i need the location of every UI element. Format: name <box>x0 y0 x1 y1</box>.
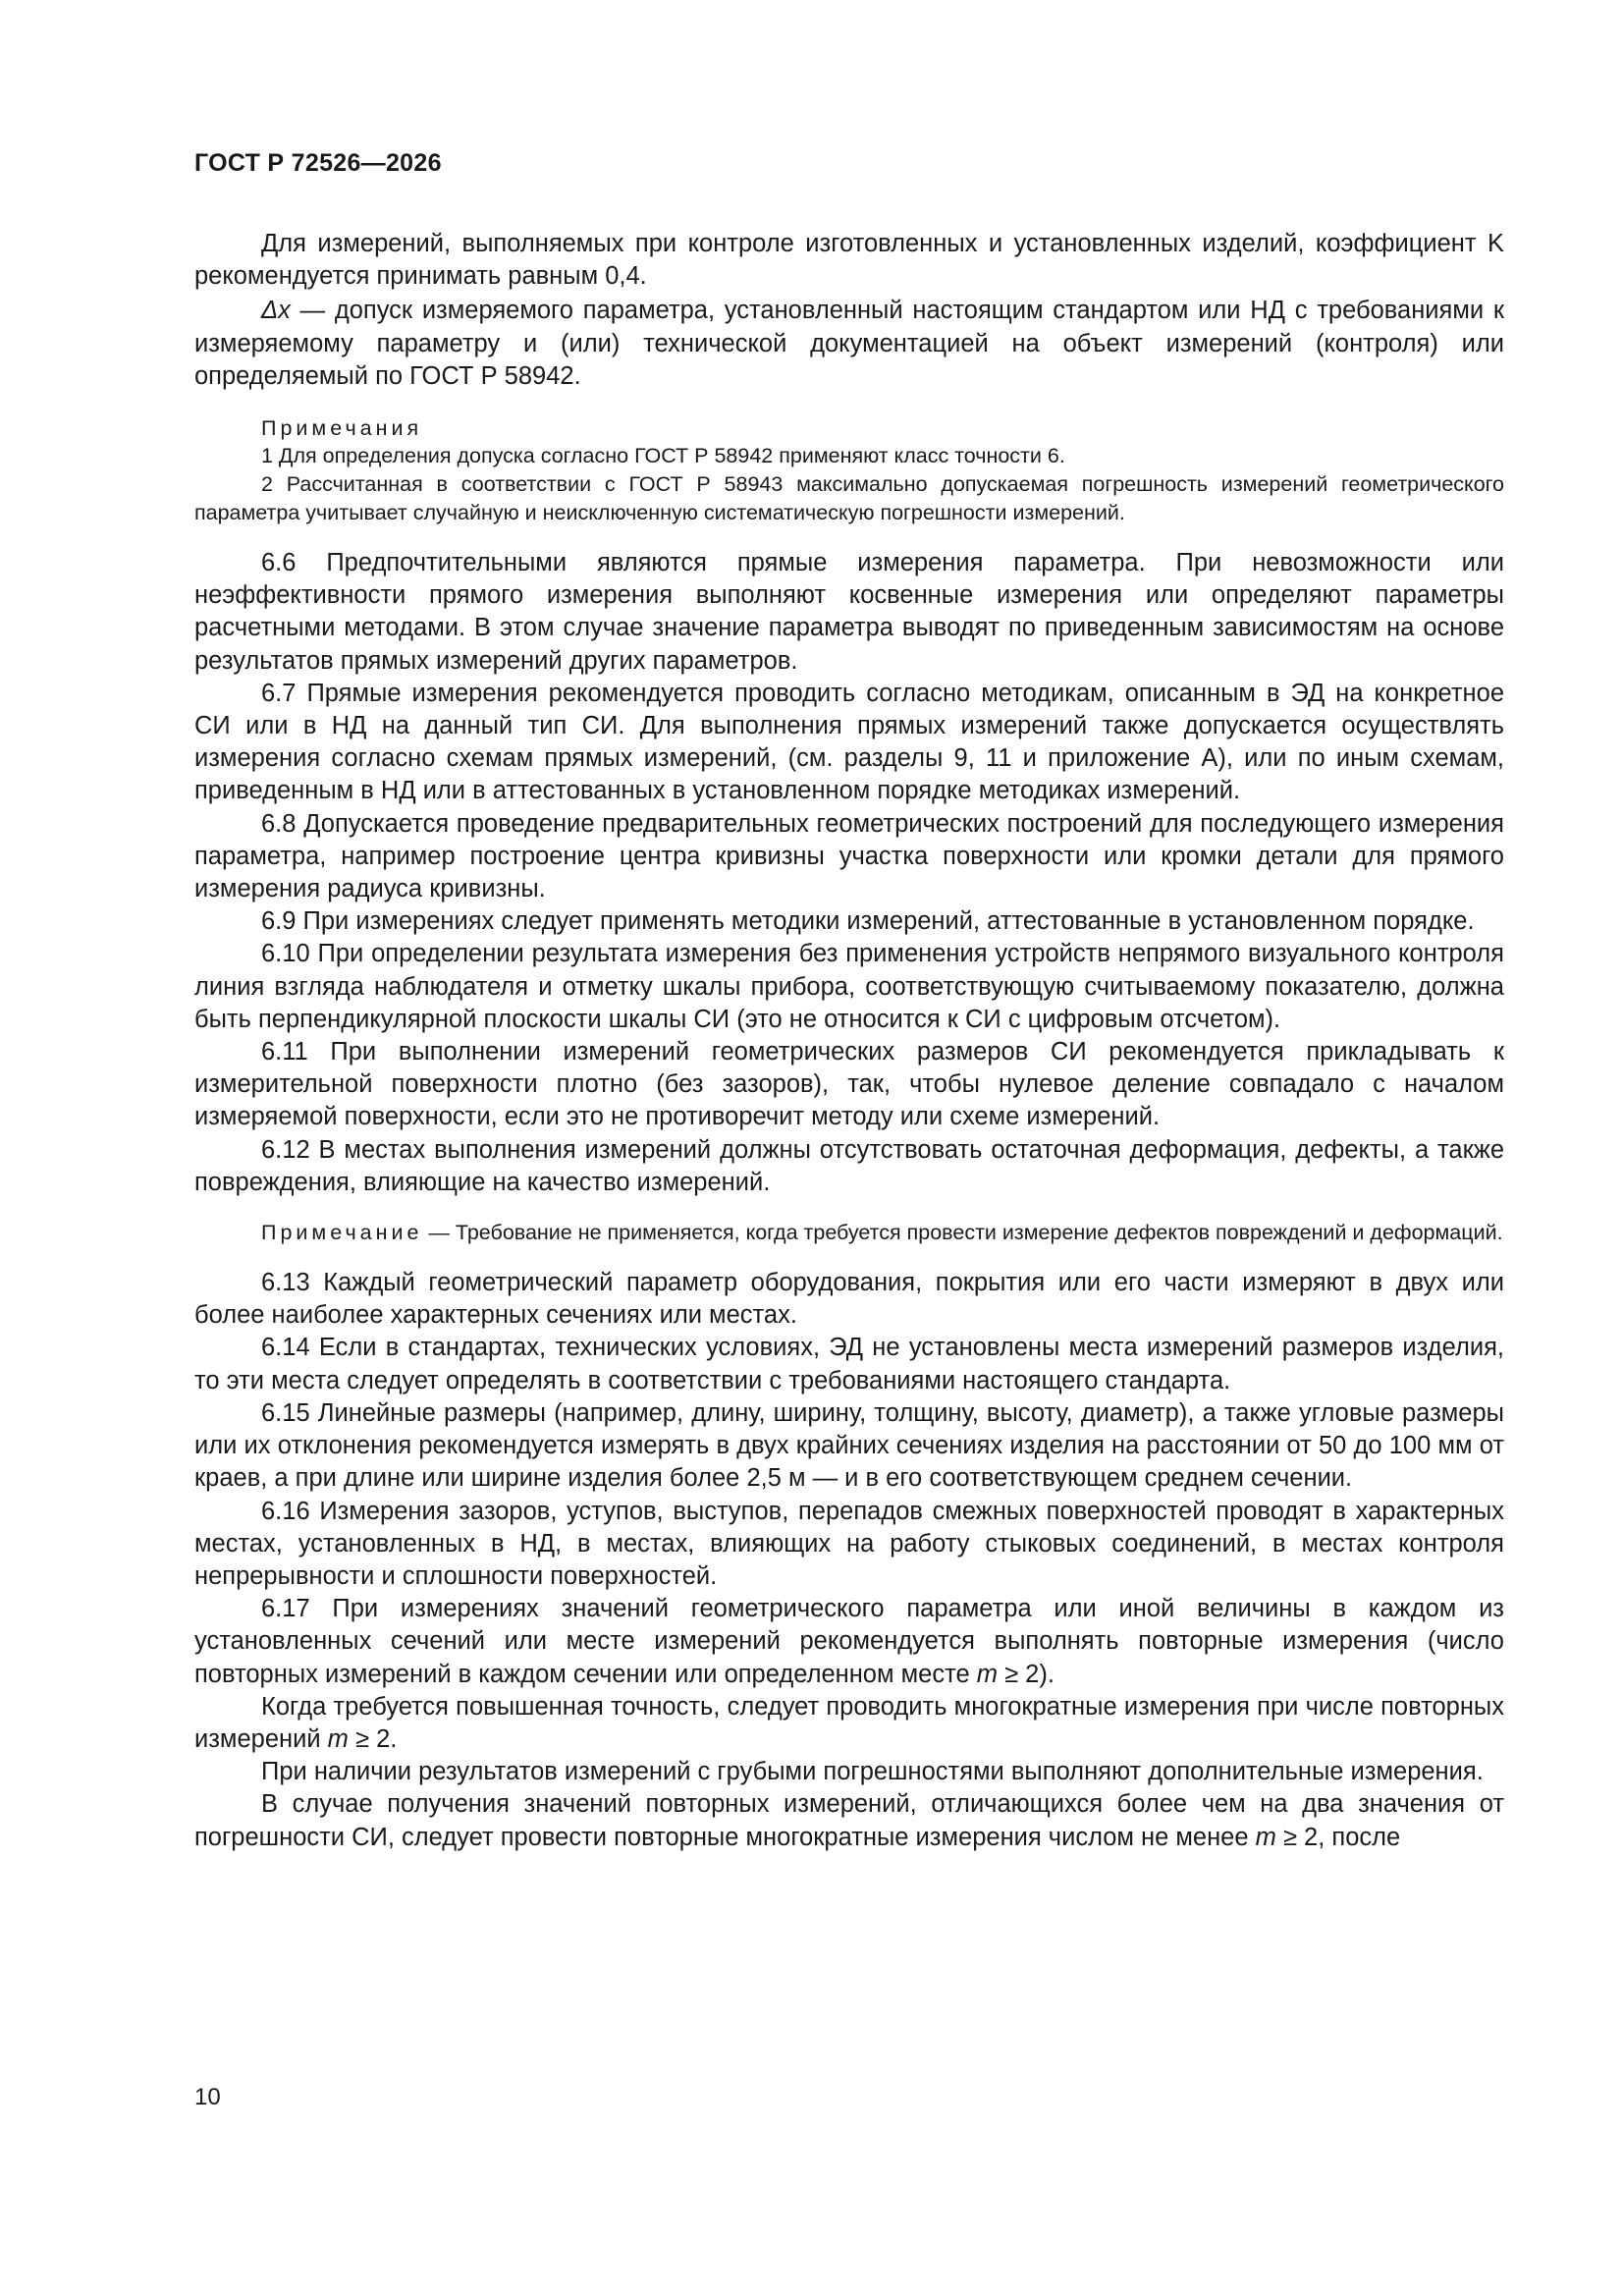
clause-6-17-paragraph-4 <box>194 1788 1504 1853</box>
clause-6-10: 6.10 При определении результата измерения без применения устройств непрямого визуального контроля линия взгляда наблюдателя и отметку шкалы прибора, соответствующую считываемому показателю, должна быть перпендикулярной плоскости шкалы СИ (это не относится к СИ с цифровым отсчетом). <box>194 940 1504 1033</box>
clause-6-13: 6.13 Каждый геометрический параметр оборудования, покрытия или его части измеряют в двух или более наиболее характерных сечениях или местах. <box>194 1269 1504 1330</box>
note-body: — Требование не применяется, когда требуется провести измерение дефектов повреждений и деформаций. <box>422 1221 1503 1245</box>
variable-m: m <box>976 1660 998 1688</box>
clause-6-12: 6.12 В местах выполнения измерений должны отсутствовать остаточная деформация, дефекты, а также повреждения, влияющие на качество измерений. <box>194 1135 1504 1196</box>
page-number: 10 <box>194 2084 221 2110</box>
clause-6-14: 6.14 Если в стандартах, технических условиях, ЭД не установлены места измерений размеров изделия, то эти места следует определять в соответствии с требованиями настоящего стандарта. <box>194 1334 1504 1394</box>
notes-title: Примечания <box>261 416 423 441</box>
variable-m: m <box>327 1724 349 1753</box>
clause-6-16: 6.16 Измерения зазоров, уступов, выступов, перепадов смежных поверхностей проводят в характерных местах, установленных в НД, в местах, влияющих на работу стыковых соединений, в местах контроля непрерывности и сплошности поверхностей. <box>194 1497 1504 1590</box>
clause-6-6: 6.6 Предпочтительными являются прямые измерения параметра. При невозможности или неэффективности прямого измерения выполняют косвенные измерения или определяют параметры расчетными методами. В этом случае значение параметра выводят по приведенным зависимостям на основе результатов прямых измерений других параметров. <box>194 549 1504 675</box>
note-block-2 <box>194 1219 1504 1247</box>
clause-6-17-p2-end: ≥ 2. <box>348 1724 398 1753</box>
clause-6-17-paragraph-2 <box>194 1691 1504 1756</box>
clause-6-17-end: ≥ 2). <box>997 1660 1055 1688</box>
note-1: 1 Для определения допуска согласно ГОСТ Р 58942 применяют класс точности 6. <box>261 444 1065 468</box>
document-code-header: ГОСТ Р 72526—2026 <box>194 149 442 177</box>
page-content <box>194 228 1504 1854</box>
clause-6-7: 6.7 Прямые измерения рекомендуется проводить согласно методикам, описанным в ЭД на конкретное СИ или в НД на данный тип СИ. Для выполнения прямых измерений также допускается осуществлять измерения согласно схемам прямых измерений, (см. разделы 9, 11 и приложение А), или по иным схемам, приведенным в НД или в аттестованных в установленном порядке методиках измерений. <box>194 679 1504 805</box>
intro-paragraph-1 <box>194 228 1504 293</box>
note-label: Примечание <box>261 1221 423 1245</box>
clause-6-17-text: 6.17 При измерениях значений геометрического параметра или иной величины в каждом из установленных сечений или месте измерений рекомендуется выполнять повторные измерения (число повторных измерений в каждом сечении или определенном месте <box>194 1595 1504 1688</box>
clause-6-17-p4-end: ≥ 2, после <box>1275 1823 1401 1851</box>
intro-text-1: Для измерений, выполняемых при контроле изготовленных и установленных изделий, коэффициент K рекомендуется принимать равным 0,4. <box>194 230 1504 291</box>
note-text <box>194 1219 1504 1247</box>
clause-6-17-p2-text: Когда требуется повышенная точность, следует проводить многократные измерения при числе повторных измерений <box>194 1692 1504 1753</box>
clause-6-17 <box>194 1593 1504 1691</box>
clause-6-17-p4-text: В случае получения значений повторных измерений, отличающихся более чем на два значения от погрешности СИ, следует провести повторные многократные измерения числом не менее <box>194 1790 1504 1851</box>
intro-text-2: — допуск измеряемого параметра, установленный настоящим стандартом или НД с требованиями к измеряемому параметру и (или) технической документацией на объект измерений (контроля) или определяемый по ГОСТ Р 58942. <box>194 297 1504 390</box>
note-2: 2 Рассчитанная в соответствии с ГОСТ Р 58943 максимально допускаемая погрешность измерений геометрического параметра учитывает случайную и неисключенную систематическую погрешности измерений. <box>194 472 1504 525</box>
clause-6-9: 6.9 При измерениях следует применять методики измерений, аттестованные в установленном порядке. <box>261 907 1475 936</box>
delta-x-symbol: Δx <box>261 297 291 325</box>
clause-6-15: 6.15 Линейные размеры (например, длину, ширину, толщину, высоту, диаметр), а также угловые размеры или их отклонения рекомендуется измерять в двух крайних сечениях изделия на расстоянии от 50 до 100 мм от краев, а при длине или ширине изделия более 2,5 м — и в его соответствующем среднем сечении. <box>194 1398 1504 1493</box>
notes-block-1 <box>194 414 1504 527</box>
clause-6-8: 6.8 Допускается проведение предварительных геометрических построений для последующего измерения параметра, например построение центра кривизны участка поверхности или кромки детали для прямого измерения радиуса кривизны. <box>194 809 1504 903</box>
clause-6-11: 6.11 При выполнении измерений геометрических размеров СИ рекомендуется прикладывать к измерительной поверхности плотно (без зазоров), так, чтобы нулевое деление совпадало с началом измеряемой поверхности, если это не противоречит методу или схеме измерений. <box>194 1038 1504 1131</box>
clause-6-17-paragraph-3: При наличии результатов измерений с грубыми погрешностями выполняют дополнительные измерения. <box>261 1758 1484 1786</box>
intro-paragraph-2 <box>194 295 1504 393</box>
variable-m: m <box>1255 1823 1276 1851</box>
